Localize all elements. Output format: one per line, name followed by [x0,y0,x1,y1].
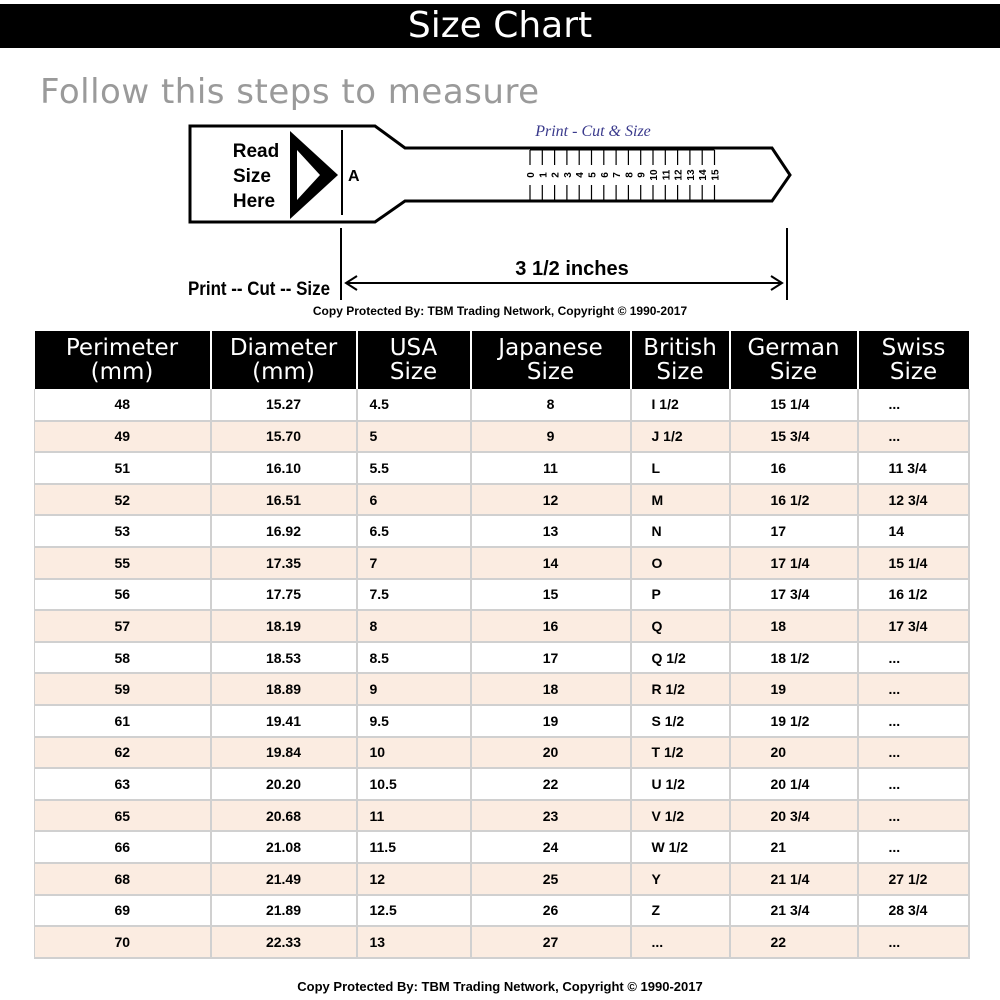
german-size-cell: 15 1/4 [730,389,858,421]
table-row [35,831,969,863]
table-row [35,579,969,611]
usa-size-cell: 11.5 [357,831,471,863]
ring-size-table [34,331,970,959]
german-size-cell: 17 [730,515,858,547]
perimeter-cell: 68 [35,863,211,895]
perimeter-cell: 61 [35,705,211,737]
diameter-cell: 18.53 [211,642,357,674]
table-row [35,547,969,579]
swiss-size-cell: ... [858,389,969,421]
usa-size-cell: 9.5 [357,705,471,737]
usa-size-cell: 12 [357,863,471,895]
diameter-cell: 17.35 [211,547,357,579]
header-perimeter: Perimeter (mm) [35,331,211,389]
table-row [35,768,969,800]
scale-number: 9 [636,172,648,178]
usa-size-cell: 8.5 [357,642,471,674]
japanese-size-cell: 19 [471,705,631,737]
swiss-size-cell: ... [858,737,969,769]
usa-size-cell: 5.5 [357,452,471,484]
german-size-cell: 17 1/4 [730,547,858,579]
japanese-size-cell: 17 [471,642,631,674]
scale-number: 2 [550,172,562,178]
german-size-cell: 20 3/4 [730,800,858,832]
ring-sizer-ruler [0,110,1000,305]
scale-number: 1 [538,172,550,178]
british-size-cell: I 1/2 [631,389,730,421]
usa-size-cell: 10.5 [357,768,471,800]
british-size-cell: Q [631,610,730,642]
british-size-cell: S 1/2 [631,705,730,737]
perimeter-cell: 59 [35,673,211,705]
header-diameter: Diameter (mm) [211,331,357,389]
table-row [35,642,969,674]
table-row [35,863,969,895]
british-size-cell: M [631,484,730,516]
german-size-cell: 22 [730,926,858,958]
japanese-size-cell: 12 [471,484,631,516]
swiss-size-cell: ... [858,926,969,958]
table-row [35,673,969,705]
british-size-cell: T 1/2 [631,737,730,769]
swiss-size-cell: 14 [858,515,969,547]
german-size-cell: 19 1/2 [730,705,858,737]
scale-number: 11 [661,169,673,181]
length-label: 3 1/2 inches [515,258,629,280]
copyright-notice-bottom: Copy Protected By: TBM Trading Network, Copyright © 1990-2017 [297,979,703,994]
diameter-cell: 19.41 [211,705,357,737]
print-cut-size-label: Print -- Cut -- Size [188,279,330,300]
perimeter-cell: 55 [35,547,211,579]
usa-size-cell: 13 [357,926,471,958]
usa-size-cell: 11 [357,800,471,832]
marker-a-label: A [348,168,360,185]
japanese-size-cell: 13 [471,515,631,547]
usa-size-cell: 7.5 [357,579,471,611]
usa-size-cell: 12.5 [357,895,471,927]
perimeter-cell: 70 [35,926,211,958]
table-row [35,452,969,484]
diameter-cell: 16.92 [211,515,357,547]
swiss-size-cell: 17 3/4 [858,610,969,642]
swiss-size-cell: ... [858,673,969,705]
british-size-cell: ... [631,926,730,958]
usa-size-cell: 6.5 [357,515,471,547]
usa-size-cell: 5 [357,421,471,453]
german-size-cell: 15 3/4 [730,421,858,453]
table-row [35,515,969,547]
header-swiss-size: Swiss Size [858,331,969,389]
scale-number: 6 [599,172,611,178]
german-size-cell: 19 [730,673,858,705]
scale-number: 5 [587,172,599,178]
british-size-cell: N [631,515,730,547]
size-label: Size [232,166,272,187]
diameter-cell: 19.84 [211,737,357,769]
header-german-size: German Size [730,331,858,389]
japanese-size-cell: 27 [471,926,631,958]
copyright-notice-top: Copy Protected By: TBM Trading Network, Copyright © 1990-2017 [312,304,688,318]
german-size-cell: 21 1/4 [730,863,858,895]
swiss-size-cell: 15 1/4 [858,547,969,579]
german-size-cell: 20 1/4 [730,768,858,800]
scale-number: 14 [698,169,710,181]
diameter-cell: 16.10 [211,452,357,484]
diameter-cell: 15.70 [211,421,357,453]
japanese-size-cell: 8 [471,389,631,421]
swiss-size-cell: ... [858,768,969,800]
swiss-size-cell: ... [858,705,969,737]
usa-size-cell: 10 [357,737,471,769]
here-label: Here [232,191,276,212]
swiss-size-cell: ... [858,800,969,832]
japanese-size-cell: 25 [471,863,631,895]
table-row [35,800,969,832]
diameter-cell: 22.33 [211,926,357,958]
diameter-cell: 18.89 [211,673,357,705]
swiss-size-cell: 16 1/2 [858,579,969,611]
german-size-cell: 18 1/2 [730,642,858,674]
perimeter-cell: 56 [35,579,211,611]
british-size-cell: Y [631,863,730,895]
japanese-size-cell: 18 [471,673,631,705]
perimeter-cell: 57 [35,610,211,642]
british-size-cell: U 1/2 [631,768,730,800]
diameter-cell: 21.89 [211,895,357,927]
header-japanese-size: Japanese Size [471,331,631,389]
table-row [35,926,969,958]
swiss-size-cell: ... [858,831,969,863]
british-size-cell: J 1/2 [631,421,730,453]
table-row [35,705,969,737]
page-title: Size Chart [0,4,1000,48]
german-size-cell: 21 [730,831,858,863]
british-size-cell: Q 1/2 [631,642,730,674]
ruler-scale [526,150,722,200]
japanese-size-cell: 23 [471,800,631,832]
swiss-size-cell: 12 3/4 [858,484,969,516]
scale-number: 15 [710,169,722,181]
usa-size-cell: 6 [357,484,471,516]
diameter-cell: 16.51 [211,484,357,516]
swiss-size-cell: ... [858,642,969,674]
scale-number: 13 [685,169,697,181]
japanese-size-cell: 22 [471,768,631,800]
japanese-size-cell: 20 [471,737,631,769]
header-british-size: British Size [631,331,730,389]
header-usa-size: USA Size [357,331,471,389]
usa-size-cell: 8 [357,610,471,642]
perimeter-cell: 48 [35,389,211,421]
table-row [35,895,969,927]
perimeter-cell: 58 [35,642,211,674]
british-size-cell: R 1/2 [631,673,730,705]
british-size-cell: W 1/2 [631,831,730,863]
japanese-size-cell: 9 [471,421,631,453]
diameter-cell: 17.75 [211,579,357,611]
perimeter-cell: 65 [35,800,211,832]
german-size-cell: 16 [730,452,858,484]
japanese-size-cell: 14 [471,547,631,579]
scale-number: 0 [526,172,537,178]
british-size-cell: V 1/2 [631,800,730,832]
diameter-cell: 20.68 [211,800,357,832]
diameter-cell: 18.19 [211,610,357,642]
table-header-row [35,331,969,389]
scale-number: 10 [649,169,660,181]
german-size-cell: 21 3/4 [730,895,858,927]
diameter-cell: 15.27 [211,389,357,421]
diameter-cell: 21.08 [211,831,357,863]
german-size-cell: 18 [730,610,858,642]
swiss-size-cell: 27 1/2 [858,863,969,895]
british-size-cell: O [631,547,730,579]
swiss-size-cell: 28 3/4 [858,895,969,927]
read-label: Read [232,141,280,162]
perimeter-cell: 51 [35,452,211,484]
perimeter-cell: 66 [35,831,211,863]
table-row [35,484,969,516]
usa-size-cell: 7 [357,547,471,579]
table-row [35,421,969,453]
table-row [35,389,969,421]
british-size-cell: P [631,579,730,611]
german-size-cell: 17 3/4 [730,579,858,611]
scale-number: 4 [575,172,587,178]
diameter-cell: 20.20 [211,768,357,800]
instructions-heading: Follow this steps to measure [40,72,540,112]
german-size-cell: 16 1/2 [730,484,858,516]
british-size-cell: L [631,452,730,484]
usa-size-cell: 9 [357,673,471,705]
japanese-size-cell: 11 [471,452,631,484]
table-row [35,737,969,769]
perimeter-cell: 49 [35,421,211,453]
diameter-cell: 21.49 [211,863,357,895]
scale-number: 12 [673,169,685,181]
japanese-size-cell: 24 [471,831,631,863]
german-size-cell: 20 [730,737,858,769]
swiss-size-cell: ... [858,421,969,453]
swiss-size-cell: 11 3/4 [858,452,969,484]
perimeter-cell: 62 [35,737,211,769]
japanese-size-cell: 16 [471,610,631,642]
perimeter-cell: 52 [35,484,211,516]
print-cut-size-italic: Print - Cut & Size [535,123,651,140]
british-size-cell: Z [631,895,730,927]
japanese-size-cell: 15 [471,579,631,611]
scale-number: 8 [624,172,636,178]
usa-size-cell: 4.5 [357,389,471,421]
perimeter-cell: 63 [35,768,211,800]
table-row [35,610,969,642]
scale-number: 7 [612,172,624,178]
japanese-size-cell: 26 [471,895,631,927]
perimeter-cell: 53 [35,515,211,547]
perimeter-cell: 69 [35,895,211,927]
scale-number: 3 [562,172,574,178]
